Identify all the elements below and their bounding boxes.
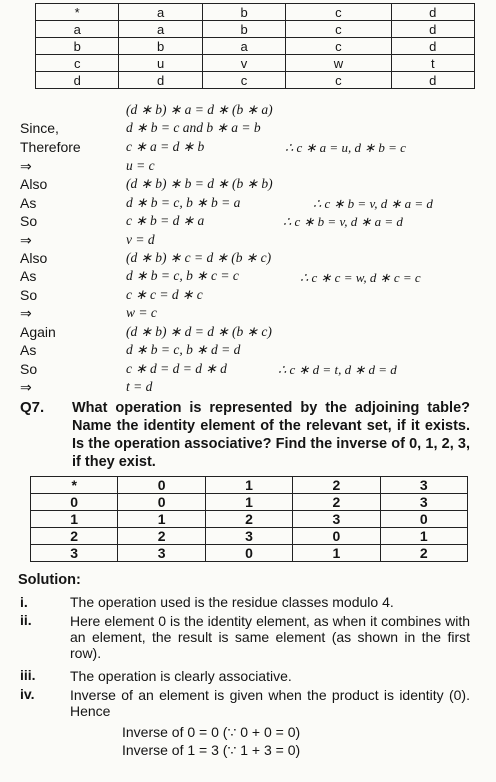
table-row (31, 494, 468, 511)
table-cell: 3 (380, 477, 467, 494)
table-cell: c (202, 72, 285, 89)
table-cell: 3 (31, 545, 118, 562)
derivation-equation: w = c (126, 305, 157, 320)
table-cell: 0 (205, 545, 292, 562)
derivation-equation: (d ∗ b) ∗ c = d ∗ (b ∗ c) (126, 250, 272, 265)
derivation-label: So (20, 287, 38, 303)
table-cell: c (286, 72, 391, 89)
derivation-equation: (d ∗ b) ∗ a = d ∗ (b ∗ a) (126, 102, 273, 117)
table-cell: 0 (31, 494, 118, 511)
solution-item-text: The operation used is the residue classes modulo 4. (70, 594, 394, 610)
table-cell: 2 (205, 511, 292, 528)
table-cell: d (36, 72, 119, 89)
derivation-equation: u = c (126, 158, 155, 173)
table-cell: 2 (118, 528, 205, 545)
table-cell: * (36, 4, 119, 21)
table-cell: a (119, 4, 202, 21)
inverse-line: Inverse of 1 = 3 (∵ 1 + 3 = 0) (122, 742, 301, 758)
solution-item-text: Inverse of an element is given when the product is identity (0). Hence (70, 687, 470, 719)
derivation-conclusion: ∴ c ∗ d = t, d ∗ d = d (278, 362, 397, 377)
table-cell: 2 (380, 545, 467, 562)
derivation-conclusion: ∴ c ∗ b = v, d ∗ a = d (313, 196, 433, 211)
table-header-row (36, 4, 475, 21)
table-cell: d (391, 4, 474, 21)
derivation-label: Since, (20, 120, 59, 136)
derivation-equation: c ∗ a = d ∗ b (126, 139, 205, 154)
table-cell: * (31, 477, 118, 494)
derivation-equation: (d ∗ b) ∗ d = d ∗ (b ∗ c) (126, 324, 272, 339)
table-cell: 0 (118, 477, 205, 494)
table-row (36, 72, 475, 89)
table-cell: a (36, 21, 119, 38)
table-cell: c (286, 21, 391, 38)
solution-item-number: iii. (20, 667, 36, 683)
operation-table-abcd (35, 3, 475, 89)
table-cell: 1 (31, 511, 118, 528)
operation-table-mod4 (30, 476, 468, 562)
table-cell: 1 (205, 477, 292, 494)
derivation-label: So (20, 213, 38, 229)
table-cell: 2 (293, 477, 380, 494)
table-cell: 2 (293, 494, 380, 511)
table-row (36, 21, 475, 38)
table-row (31, 528, 468, 545)
derivation-label: As (20, 195, 37, 211)
derivation-conclusion: ∴ c ∗ b = v, d ∗ a = d (283, 214, 403, 229)
table-cell: 0 (380, 511, 467, 528)
table-cell: b (202, 21, 285, 38)
table-cell: b (119, 38, 202, 55)
derivation-label: Also (20, 250, 48, 266)
table-cell: 3 (205, 528, 292, 545)
derivation-label: ⇒ (20, 305, 32, 321)
derivation-label: So (20, 361, 38, 377)
table-cell: c (36, 55, 119, 72)
table-cell: c (286, 4, 391, 21)
solution-item-text: Here element 0 is the identity element, as when it combines with an element, the result is same element (as shown in the first row). (70, 613, 470, 661)
solution-item-number: ii. (20, 612, 32, 628)
table-cell: 0 (293, 528, 380, 545)
derivation-label: Therefore (20, 139, 81, 155)
table-row (36, 38, 475, 55)
question-text: What operation is represented by the adjoining table? Name the identity element of the relevant set, if it exists. Is the operation associative? Find the inverse of 0, 1, 2, 3, if they exist. (72, 400, 470, 470)
derivation-conclusion: ∴ c ∗ c = w, d ∗ c = c (300, 270, 421, 285)
derivation-equation: d ∗ b = c, b ∗ c = c (126, 268, 239, 283)
derivation-label: ⇒ (20, 379, 32, 395)
table-cell: 1 (293, 545, 380, 562)
table-header-row (31, 477, 468, 494)
derivation-equation: v = d (126, 232, 155, 247)
table-cell: v (202, 55, 285, 72)
table-cell: w (286, 55, 391, 72)
derivation-equation: t = d (126, 379, 153, 394)
table-cell: 3 (293, 511, 380, 528)
question-number: Q7. (20, 399, 45, 416)
table-cell: 3 (380, 494, 467, 511)
table-cell: d (119, 72, 202, 89)
table-cell: 1 (380, 528, 467, 545)
table-cell: u (119, 55, 202, 72)
table-cell: b (36, 38, 119, 55)
derivation-label: As (20, 268, 37, 284)
derivation-conclusion: ∴ c ∗ a = u, d ∗ b = c (285, 140, 406, 155)
table-cell: a (202, 38, 285, 55)
derivation-label: Again (20, 324, 56, 340)
table-cell: 2 (31, 528, 118, 545)
table-cell: 1 (205, 494, 292, 511)
table-row (31, 511, 468, 528)
derivation-equation: c ∗ b = d ∗ a (126, 213, 205, 228)
table-cell: d (391, 38, 474, 55)
table-cell: t (391, 55, 474, 72)
derivation-equation: (d ∗ b) ∗ b = d ∗ (b ∗ b) (126, 176, 273, 191)
table-row (36, 55, 475, 72)
table-cell: 0 (118, 494, 205, 511)
solution-item-number: iv. (20, 686, 35, 702)
inverse-line: Inverse of 0 = 0 (∵ 0 + 0 = 0) (122, 724, 301, 740)
table-row (31, 545, 468, 562)
derivation-label: As (20, 342, 37, 358)
derivation-equation: c ∗ d = d = d ∗ d (126, 361, 227, 376)
solution-heading: Solution: (18, 572, 81, 588)
derivation-label: Also (20, 176, 48, 192)
solution-item-text: The operation is clearly associative. (70, 668, 292, 684)
derivation-equation: d ∗ b = c, b ∗ b = a (126, 195, 241, 210)
table-cell: d (391, 21, 474, 38)
table-cell: b (202, 4, 285, 21)
derivation-equation: d ∗ b = c and b ∗ a = b (126, 120, 261, 135)
table-cell: c (286, 38, 391, 55)
table-cell: 1 (118, 511, 205, 528)
table-cell: d (391, 72, 474, 89)
derivation-label: ⇒ (20, 232, 32, 248)
table-cell: 3 (118, 545, 205, 562)
derivation-equation: c ∗ c = d ∗ c (126, 287, 203, 302)
solution-item-number: i. (20, 594, 28, 610)
derivation-equation: d ∗ b = c, b ∗ d = d (126, 342, 241, 357)
derivation-label: ⇒ (20, 158, 32, 174)
table-cell: a (119, 21, 202, 38)
